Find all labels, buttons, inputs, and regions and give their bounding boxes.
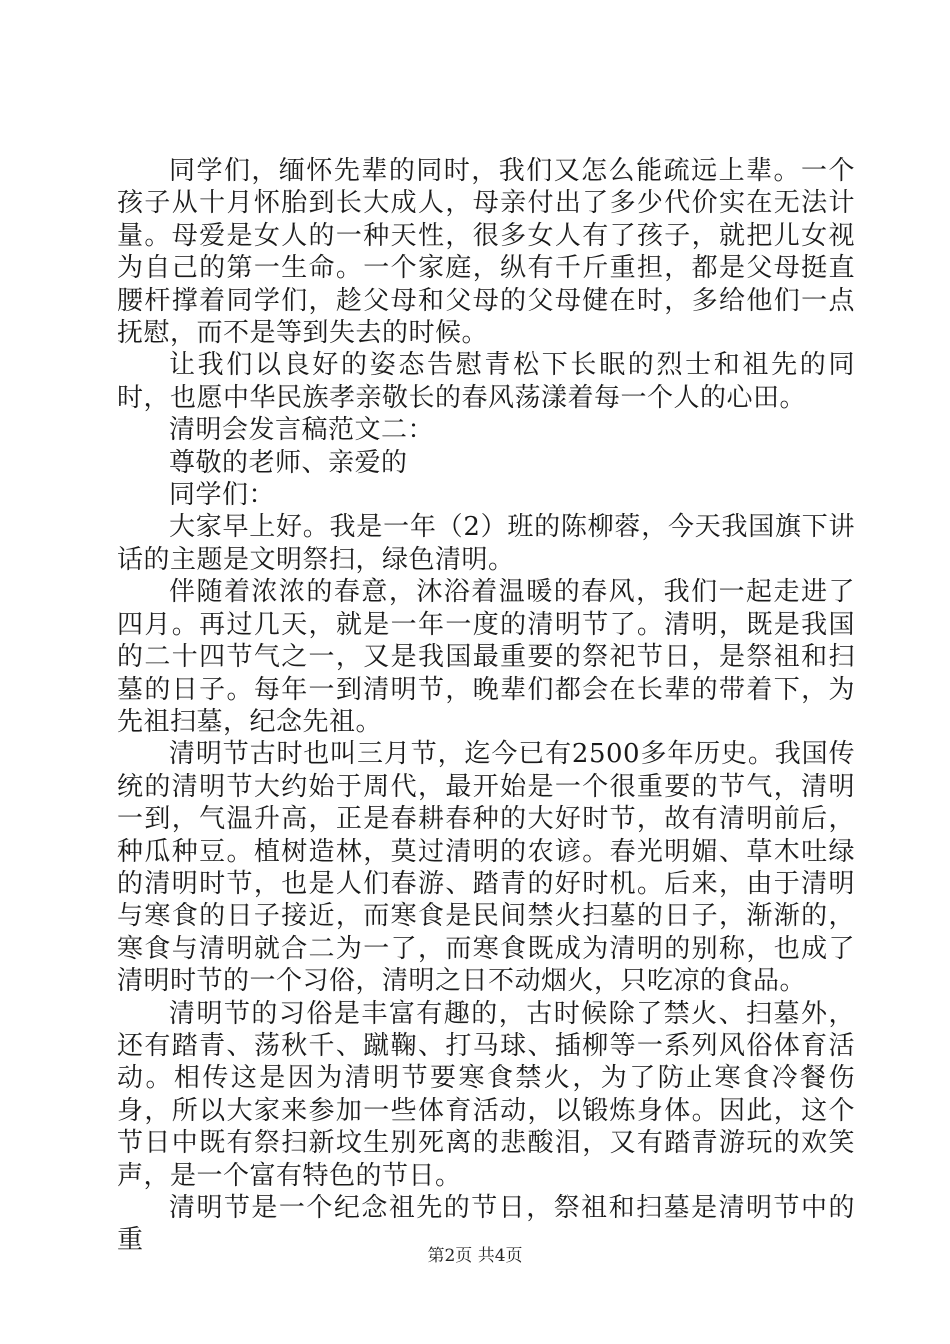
document-body — [117, 155, 855, 1257]
salutation-line: 尊敬的老师、亲爱的 — [169, 447, 408, 478]
paragraph: 伴随着浓浓的春意，沐浴着温暖的春风，我们一起走进了四月。再过几天，就是一年一度的清明节了。清明，既是我国的二十四节气之一，又是我国最重要的祭祀节日，是祭祖和扫墓的日子。每年一到清明节，晚辈们都会在长辈的带着下，为先祖扫墓，纪念先祖。 — [117, 577, 855, 737]
paragraph: 同学们，缅怀先辈的同时，我们又怎么能疏远上辈。一个孩子从十月怀胎到长大成人，母亲付出了多少代价实在无法计量。母爱是女人的一种天性，很多女人有了孩子，就把儿女视为自己的第一生命。一个家庭，纵有千斤重担，都是父母挺直腰杆撑着同学们，趁父母和父母的父母健在时，多给他们一点抚慰，而不是等到失去的时候。 — [117, 156, 855, 349]
paragraph: 大家早上好。我是一年（2）班的陈柳蓉，今天我国旗下讲话的主题是文明祭扫，绿色清明。 — [117, 512, 855, 575]
paragraph: 让我们以良好的姿态告慰青松下长眠的烈士和祖先的同时，也愿中华民族孝亲敬长的春风荡漾着每一个人的心田。 — [117, 350, 855, 413]
salutation-line: 同学们： — [169, 480, 276, 511]
paragraph: 清明节是一个纪念祖先的节日，祭祖和扫墓是清明节中的重 — [117, 1193, 855, 1256]
paragraph: 清明节的习俗是丰富有趣的，古时候除了禁火、扫墓外，还有踏青、荡秋千、蹴鞠、打马球、插柳等一系列风俗体育活动。相传这是因为清明节要寒食禁火，为了防止寒食冷餐伤身，所以大家来参加一些体育活动，以锻炼身体。因此，这个节日中既有祭扫新坟生别死离的悲酸泪，又有踏青游玩的欢笑声，是一个富有特色的节日。 — [117, 998, 855, 1191]
page-number-footer: 第2页 共4页 — [427, 1246, 523, 1266]
paragraph: 清明节古时也叫三月节，迄今已有2500多年历史。我国传统的清明节大约始于周代，最开始是一个很重要的节气，清明一到，气温升高，正是春耕春种的大好时节，故有清明前后，种瓜种豆。植树造林，莫过清明的农谚。春光明媚、草木吐绿的清明时节，也是人们春游、踏青的好时机。后来，由于清明与寒食的日子接近，而寒食是民间禁火扫墓的日子，渐渐的，寒食与清明就合二为一了，而寒食既成为清明的别称，也成了清明时节的一个习俗，清明之日不动烟火，只吃凉的食品。 — [117, 739, 855, 997]
section-heading: 清明会发言稿范文二： — [169, 415, 435, 446]
